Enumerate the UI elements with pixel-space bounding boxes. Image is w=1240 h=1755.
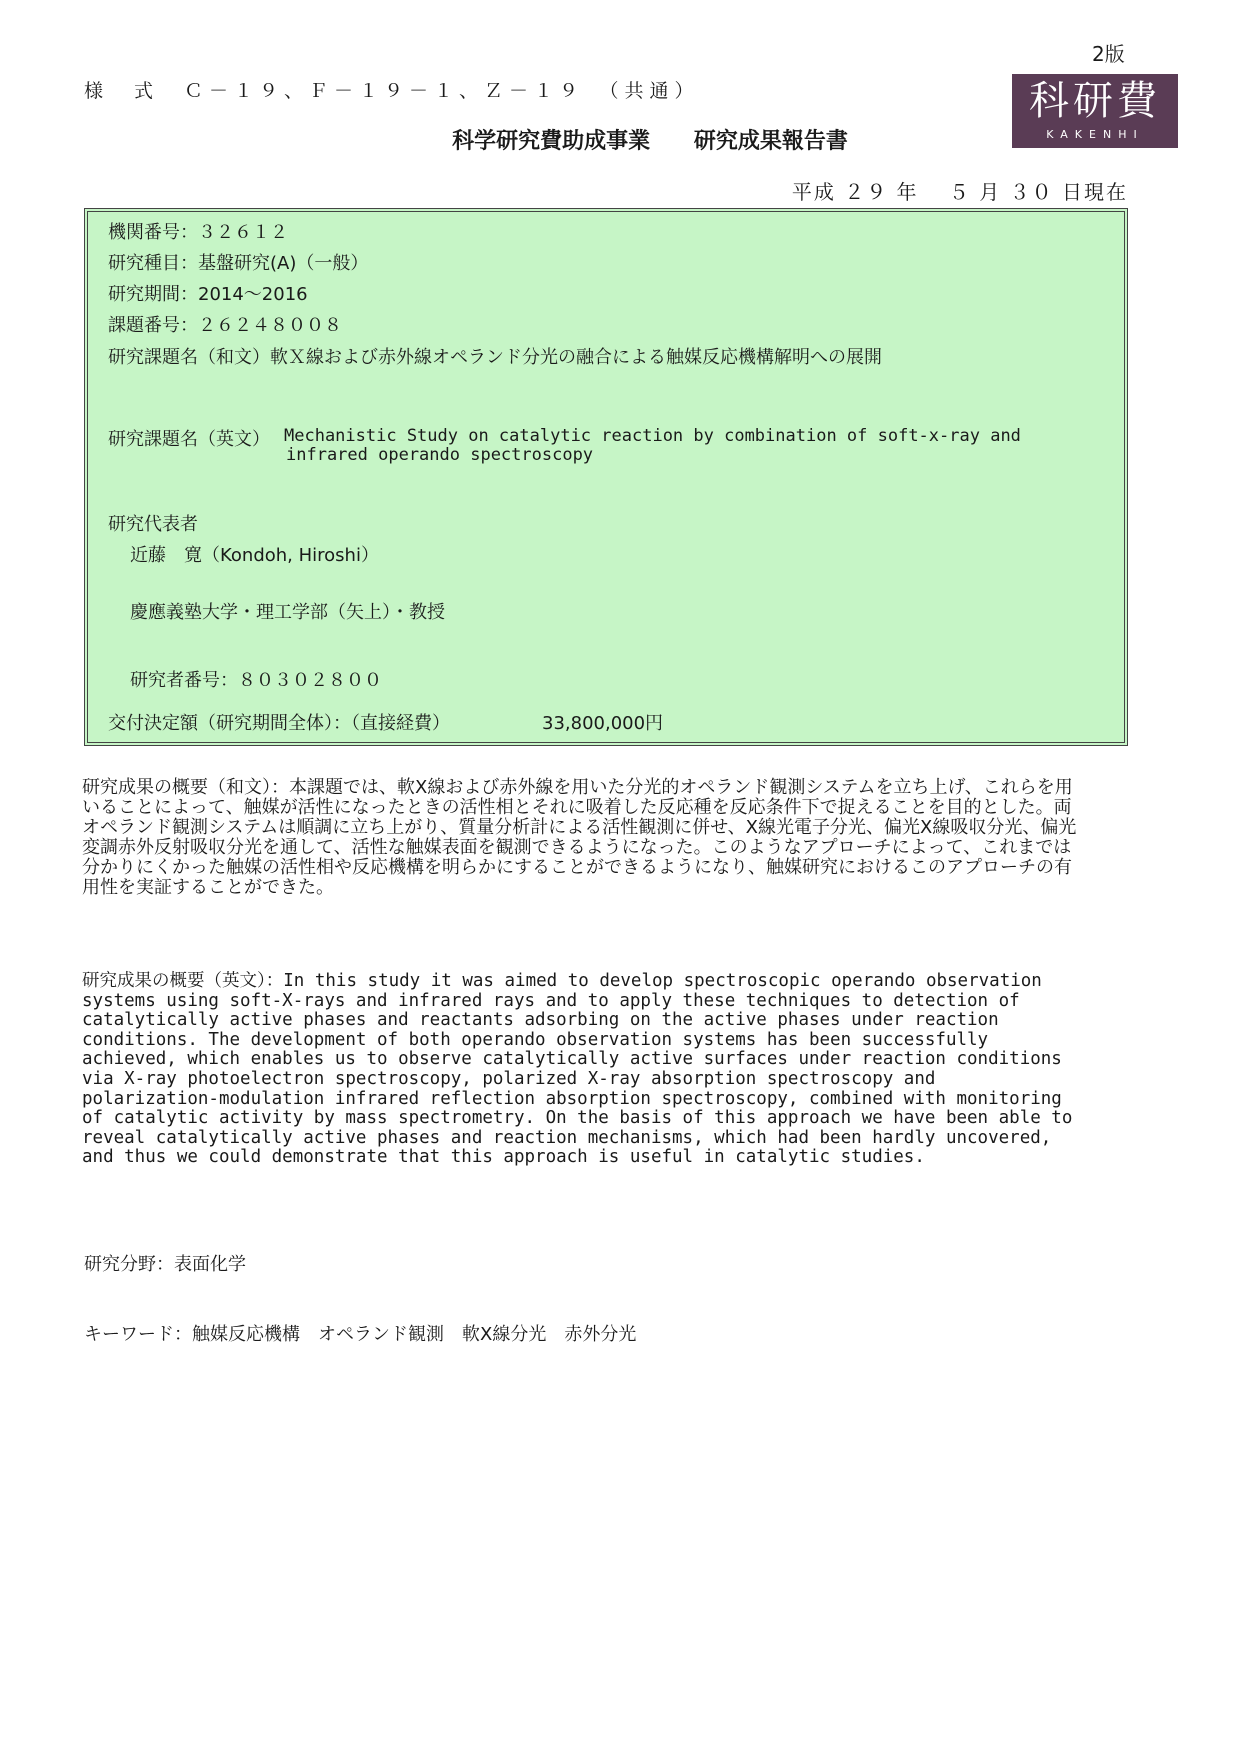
- logo-main-text: 科研費: [1029, 78, 1161, 124]
- research-field: 研究分野：表面化学: [84, 1254, 246, 1275]
- project-title-en-line2: infrared operando spectroscopy: [286, 445, 594, 465]
- document-title: [0, 124, 1240, 155]
- form-id: 様 式 Ｃ－１９、Ｆ－１９－１、Ｚ－１９ （共通）: [84, 80, 700, 102]
- title-left: 科学研究費助成事業: [452, 129, 651, 154]
- project-number: 課題番号：２６２４８００８: [108, 315, 342, 336]
- summary-en: 研究成果の概要（英文）：In this study it was aimed to develop spectroscopic operando observation systems using soft-X-rays and infrared rays and to apply these techniques to detection of catalytically active phases and reactants adsorbing on the active phases under reaction conditions. The development of both operando observation systems has been successfully achieved, which enables us to observe catalytically active surfaces under reaction conditions via X-ray photoelectron spectroscopy, polarized X-ray absorption spectroscopy and polarization-modulation infrared reflection absorption spectroscopy, combined with monitoring of catalytic activity by mass spectrometry. On the basis of this approach we have been able to reveal catalytically active phases and reaction mechanisms, which had been hardly uncovered, and thus we could demonstrate that this approach is useful in catalytic studies.: [82, 971, 1073, 1168]
- project-info-box: [84, 208, 1128, 746]
- institution-number: 機関番号：３２６１２: [108, 222, 288, 243]
- grant-label: 交付決定額（研究期間全体）：（直接経費）: [108, 713, 450, 734]
- project-title-ja: 研究課題名（和文）軟Ｘ線および赤外線オペランド分光の融合による触媒反応機構解明への展開: [108, 347, 882, 368]
- logo-sub-text: KAKENHI: [1046, 128, 1144, 141]
- research-category: 研究種目：基盤研究(A)（一般）: [108, 253, 369, 274]
- version-label: 2版: [1092, 42, 1125, 66]
- affiliation: 慶應義塾大学・理工学部（矢上）・教授: [130, 602, 445, 623]
- summary-ja: 研究成果の概要（和文）：本課題では、軟X線および赤外線を用いた分光的オペランド観測システムを立ち上げ、これらを用いることによって、触媒が活性になったときの活性相とそれに吸着した反応種を反応条件下で捉えることを目的とした。両オペランド観測システムは順調に立ち上がり、質量分析計による活性観測に併せ、X線光電子分光、偏光X線吸収分光、偏光変調赤外反射吸収分光を通して、活性な触媒表面を観測できるようになった。このようなアプローチによって、これまでは分かりにくかった触媒の活性相や反応機構を明らかにすることができるようになり、触媒研究におけるこのアプローチの有用性を実証することができた。: [82, 777, 1077, 898]
- representative-label: 研究代表者: [108, 514, 198, 535]
- representative-name: 近藤 寛（Kondoh, Hiroshi）: [130, 545, 379, 566]
- research-period: 研究期間：2014～2016: [108, 284, 308, 305]
- project-title-en-line1: Mechanistic Study on catalytic reaction by combination of soft-x-ray and: [284, 426, 1021, 446]
- keywords: キーワード：触媒反応機構 オペランド観測 軟X線分光 赤外分光: [84, 1324, 637, 1345]
- project-title-en-label: 研究課題名（英文）: [108, 429, 270, 450]
- title-right: 研究成果報告書: [693, 129, 848, 154]
- grant-amount: 33,800,000円: [542, 713, 664, 734]
- report-date: 平成 ２９ 年 ５ 月 ３０ 日現在: [791, 180, 1128, 204]
- researcher-number: 研究者番号：８０３０２８００: [130, 670, 382, 691]
